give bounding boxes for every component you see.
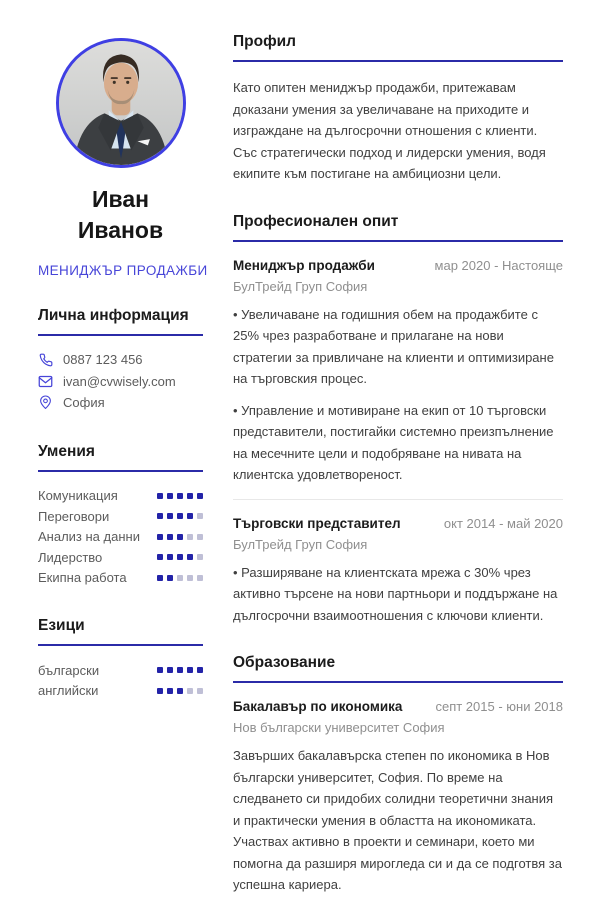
entry-divider — [233, 499, 563, 500]
job-title: Търговски представител — [233, 515, 401, 531]
skills-section — [38, 443, 203, 589]
level-dot-filled — [157, 493, 163, 499]
map-pin-icon — [38, 395, 53, 410]
job-company: БулТрейд Груп София — [233, 536, 368, 552]
education-text: Завърших бакалавърска степен по икономика в Нов български университет, София. По време на следването си придобих солидни теоретични знания и практически умения в областта на икономиката. Участвах активно в проекти и семинари, което ми помогна да разширя мирогледа си и да се подготвя за успешна кариера. — [233, 748, 562, 892]
job-bullet: • Разширяване на клиентската мрежа с 30% чрез активно търсене на нови партньори и поддържане на дългосрочни взаимоотношения с ключови клиенти. — [233, 564, 558, 623]
level-dot-filled — [187, 554, 193, 560]
job-bullet: • Управление и мотивиране на екип от 10 търговски представители, постигайки системно преизпълнение на месечните цели и подобряване на нивата на клиентска удовлетвореност. — [233, 402, 554, 482]
education-entry-header — [233, 699, 563, 714]
level-dot-filled — [167, 513, 173, 519]
skill-level-dots — [157, 534, 203, 540]
level-dot-empty — [197, 534, 203, 540]
experience-section — [233, 213, 563, 627]
level-dot-filled — [167, 554, 173, 560]
level-dot-filled — [167, 667, 173, 673]
location-text: София — [63, 395, 105, 411]
email-address: ivan@cvwisely.com — [63, 373, 176, 389]
phone-row — [38, 349, 203, 371]
level-dot-filled — [177, 534, 183, 540]
skills-list — [38, 486, 203, 589]
skill-row — [38, 506, 203, 527]
level-dot-filled — [187, 667, 193, 673]
education-entry — [233, 699, 563, 896]
phone-number: 0887 123 456 — [63, 352, 143, 368]
job-entry-header — [233, 258, 563, 273]
personal-info-section — [38, 307, 203, 414]
skill-level-dots — [157, 493, 203, 499]
level-dot-empty — [187, 575, 193, 581]
level-dot-filled — [177, 493, 183, 499]
level-dot-filled — [157, 513, 163, 519]
envelope-icon — [38, 374, 53, 389]
level-dot-filled — [187, 493, 193, 499]
job-dates: мар 2020 - Настояще — [434, 257, 563, 273]
level-dot-empty — [197, 575, 203, 581]
education-heading: Образование — [233, 654, 563, 683]
language-row — [38, 681, 203, 702]
job-entry — [233, 516, 563, 627]
contact-list — [38, 349, 203, 414]
skill-label: Комуникация — [38, 488, 118, 504]
skill-level-dots — [157, 513, 203, 519]
level-dot-filled — [157, 554, 163, 560]
job-entry — [233, 258, 563, 486]
experience-heading: Професионален опит — [233, 213, 563, 242]
level-dot-filled — [187, 513, 193, 519]
level-dot-empty — [187, 534, 193, 540]
sidebar — [38, 33, 208, 701]
job-bullet: • Увеличаване на годишния обем на продажбите с 25% чрез разработване и прилагане на нови стратегии за привличане на клиенти и оптимизиране на търговския процес. — [233, 306, 554, 386]
level-dot-filled — [177, 513, 183, 519]
email-row — [38, 371, 203, 393]
skill-row — [38, 527, 203, 548]
person-name — [38, 184, 203, 246]
skill-row — [38, 568, 203, 589]
person-job-title: МЕНИДЖЪР ПРОДАЖБИ — [38, 263, 208, 278]
level-dot-empty — [197, 688, 203, 694]
language-label: български — [38, 662, 100, 678]
level-dot-filled — [177, 688, 183, 694]
level-dot-filled — [157, 575, 163, 581]
skill-label: Переговори — [38, 508, 110, 524]
level-dot-filled — [167, 688, 173, 694]
education-dates: септ 2015 - юни 2018 — [435, 699, 563, 714]
level-dot-filled — [197, 667, 203, 673]
skill-label: Лидерство — [38, 549, 103, 565]
job-company: БулТрейд Груп София — [233, 278, 368, 294]
location-row — [38, 392, 203, 414]
level-dot-filled — [177, 554, 183, 560]
language-level-dots — [157, 667, 203, 673]
skill-label: Анализ на данни — [38, 529, 140, 545]
skill-level-dots — [157, 554, 203, 560]
level-dot-filled — [197, 493, 203, 499]
languages-heading: Езици — [38, 617, 203, 646]
language-label: английски — [38, 683, 99, 699]
person-first-name: Иван — [91, 186, 150, 212]
skill-level-dots — [157, 575, 203, 581]
profile-photo-illustration — [59, 41, 183, 165]
level-dot-filled — [157, 667, 163, 673]
profile-photo — [56, 38, 186, 168]
person-last-name: Иванов — [77, 217, 164, 243]
profile-section — [233, 33, 563, 185]
languages-list — [38, 660, 203, 701]
job-title: Мениджър продажби — [233, 257, 375, 273]
profile-text: Като опитен мениджър продажби, притежавам доказани умения за увеличаване на приходите и изграждане на дългосрочни отношения с клиенти. Със стратегически подход и лидерски умения, водя екипите към постигане на амбициозни цели. — [233, 80, 546, 181]
skills-heading: Умения — [38, 443, 203, 472]
degree-title: Бакалавър по икономика — [233, 699, 403, 714]
personal-info-heading: Лична информация — [38, 307, 203, 336]
job-entry-header — [233, 516, 563, 531]
level-dot-filled — [157, 534, 163, 540]
level-dot-filled — [177, 667, 183, 673]
level-dot-empty — [177, 575, 183, 581]
level-dot-empty — [197, 554, 203, 560]
profile-heading: Профил — [233, 33, 563, 62]
level-dot-filled — [157, 688, 163, 694]
level-dot-filled — [167, 534, 173, 540]
language-level-dots — [157, 688, 203, 694]
education-section — [233, 654, 563, 896]
skill-label: Екипна работа — [38, 570, 127, 586]
language-row — [38, 660, 203, 681]
skill-row — [38, 547, 203, 568]
main-content — [233, 33, 563, 924]
phone-icon — [38, 352, 53, 367]
job-dates: окт 2014 - май 2020 — [443, 515, 563, 531]
level-dot-filled — [167, 575, 173, 581]
languages-section — [38, 617, 203, 701]
level-dot-empty — [187, 688, 193, 694]
level-dot-empty — [197, 513, 203, 519]
level-dot-filled — [167, 493, 173, 499]
education-school: Нов български университет София — [233, 720, 445, 735]
skill-row — [38, 486, 203, 507]
